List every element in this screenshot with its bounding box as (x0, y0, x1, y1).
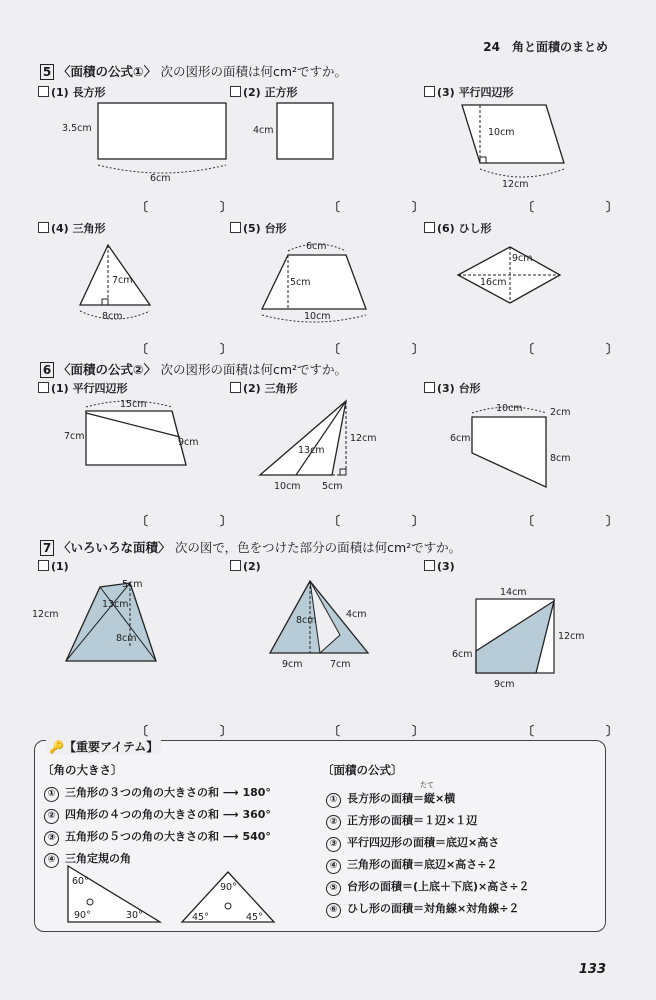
important-items-title: 🔑【重要アイテム】 (46, 738, 161, 755)
svg-text:5cm: 5cm (122, 579, 143, 590)
angle-item-1: ① 三角形の３つの角の大きさの和 ⟶ 180° (44, 784, 271, 802)
svg-text:3.5cm: 3.5cm (62, 123, 92, 134)
svg-text:6cm: 6cm (306, 241, 327, 252)
answer-5-1[interactable]: 〔 〕 (136, 200, 233, 214)
q6-3[interactable]: (3) 台形 (424, 380, 481, 396)
svg-text:15cm: 15cm (120, 399, 147, 410)
svg-text:10cm: 10cm (274, 481, 301, 492)
svg-text:12cm: 12cm (558, 631, 585, 642)
svg-text:4cm: 4cm (253, 125, 274, 136)
answer-5-6[interactable]: 〔 〕 (522, 342, 619, 356)
svg-text:4cm: 4cm (346, 609, 367, 620)
q5-2[interactable]: (2) 正方形 (230, 84, 298, 100)
answer-5-3[interactable]: 〔 〕 (522, 200, 619, 214)
svg-text:7cm: 7cm (112, 275, 133, 286)
triangle-figure-2 (260, 401, 377, 492)
checkbox[interactable] (424, 560, 435, 571)
q7-2[interactable]: (2) (230, 560, 261, 573)
checkbox[interactable] (424, 222, 435, 233)
svg-text:90°: 90° (74, 910, 91, 921)
formula-5: ⑤ 台形の面積＝(上底＋下底)×高さ÷２ (326, 878, 530, 896)
angle-item-2: ② 四角形の４つの角の大きさの和 ⟶ 360° (44, 806, 271, 824)
svg-text:8cm: 8cm (116, 633, 137, 644)
formula-3: ③ 平行四辺形の面積＝底辺×高さ (326, 834, 499, 852)
triangle-figure (80, 245, 150, 322)
svg-text:16cm: 16cm (480, 277, 507, 288)
answer-7-2[interactable]: 〔 〕 (328, 724, 425, 738)
checkbox[interactable] (230, 560, 241, 571)
ruler-45-45-90 (182, 872, 274, 923)
parallelogram-figure-2 (64, 399, 199, 465)
svg-text:9cm: 9cm (512, 253, 533, 264)
formula-1: ① 長方形の面積＝縦×横 (326, 790, 455, 808)
svg-text:90°: 90° (220, 882, 237, 893)
svg-text:8cm: 8cm (550, 453, 571, 464)
angle-item-4: ④ 三角定規の角 (44, 850, 131, 868)
q5-1[interactable]: (1) 長方形 (38, 84, 106, 100)
answer-6-3[interactable]: 〔 〕 (522, 514, 619, 528)
section-6-title: 6 〈面積の公式②〉 次の図形の面積は何cm²ですか。 (40, 360, 347, 378)
svg-text:8cm: 8cm (296, 615, 317, 626)
svg-text:14cm: 14cm (500, 587, 527, 598)
svg-text:9cm: 9cm (282, 659, 303, 670)
checkbox[interactable] (38, 560, 49, 571)
svg-text:8cm: 8cm (102, 311, 123, 322)
formula-4: ④ 三角形の面積＝底辺×高さ÷２ (326, 856, 497, 874)
answer-5-4[interactable]: 〔 〕 (136, 342, 233, 356)
q5-3[interactable]: (3) 平行四辺形 (424, 84, 514, 100)
square-figure (253, 103, 333, 159)
section-5-title: 5 〈面積の公式①〉 次の図形の面積は何cm²ですか。 (40, 62, 347, 80)
figures-5-row2 (40, 235, 640, 335)
q7-3[interactable]: (3) (424, 560, 455, 573)
section-7-title: 7 〈いろいろな面積〉 次の図で，色をつけた部分の面積は何cm²ですか。 (40, 538, 461, 556)
checkbox[interactable] (230, 222, 241, 233)
figures-6 (40, 395, 640, 500)
rhombus-figure (458, 247, 560, 303)
svg-text:10cm: 10cm (496, 403, 523, 414)
svg-text:10cm: 10cm (488, 127, 515, 138)
q5-6[interactable]: (6) ひし形 (424, 220, 492, 236)
shaded-square-figure-3 (452, 587, 585, 690)
formula-6: ⑥ ひし形の面積＝対角線×対角線÷２ (326, 900, 519, 918)
answer-5-5[interactable]: 〔 〕 (328, 342, 425, 356)
svg-text:9cm: 9cm (178, 437, 199, 448)
svg-text:6cm: 6cm (450, 433, 471, 444)
rectangle-figure (62, 103, 226, 184)
ruler-30-60-90 (68, 866, 160, 922)
triangle-rulers (60, 862, 300, 928)
svg-text:6cm: 6cm (452, 649, 473, 660)
shaded-triangle-figure-2 (270, 581, 368, 670)
trapezoid-figure (262, 241, 366, 322)
svg-text:2cm: 2cm (550, 407, 571, 418)
svg-text:12cm: 12cm (502, 179, 529, 190)
svg-text:9cm: 9cm (494, 679, 515, 690)
page-header: 24 角と面積のまとめ (483, 40, 608, 54)
shaded-quad-figure-1 (32, 579, 156, 661)
angles-title: 〔角の大きさ〕 (42, 763, 123, 777)
checkbox[interactable] (38, 222, 49, 233)
formula-2: ② 正方形の面積＝１辺×１辺 (326, 812, 477, 830)
svg-text:6cm: 6cm (150, 173, 171, 184)
q5-4[interactable]: (4) 三角形 (38, 220, 106, 236)
figures-7 (30, 575, 640, 695)
svg-text:12cm: 12cm (32, 609, 59, 620)
figures-5-row1 (40, 95, 640, 190)
checkbox[interactable] (230, 382, 241, 393)
q5-5[interactable]: (5) 台形 (230, 220, 287, 236)
formulas-title: 〔面積の公式〕 (322, 763, 403, 777)
svg-text:12cm: 12cm (350, 433, 377, 444)
checkbox[interactable] (38, 382, 49, 393)
trapezoid-figure-2 (450, 403, 571, 487)
answer-7-3[interactable]: 〔 〕 (522, 724, 619, 738)
angle-item-3: ③ 五角形の５つの角の大きさの和 ⟶ 540° (44, 828, 271, 846)
svg-text:10cm: 10cm (304, 311, 331, 322)
svg-text:13cm: 13cm (102, 599, 129, 610)
q7-1[interactable]: (1) (38, 560, 69, 573)
checkbox[interactable] (424, 382, 435, 393)
svg-text:7cm: 7cm (330, 659, 351, 670)
answer-6-1[interactable]: 〔 〕 (136, 514, 233, 528)
svg-text:5cm: 5cm (290, 277, 311, 288)
svg-text:13cm: 13cm (298, 445, 325, 456)
answer-5-2[interactable]: 〔 〕 (328, 200, 425, 214)
key-icon: 🔑 (49, 740, 64, 754)
svg-text:45°: 45° (246, 912, 263, 923)
q6-2[interactable]: (2) 三角形 (230, 380, 298, 396)
page-number: 133 (578, 962, 606, 977)
ruby-tate: たて (420, 781, 434, 789)
answer-6-2[interactable]: 〔 〕 (328, 514, 425, 528)
svg-text:60°: 60° (72, 876, 89, 887)
parallelogram-figure (462, 105, 564, 190)
answer-7-1[interactable]: 〔 〕 (136, 724, 233, 738)
svg-text:30°: 30° (126, 910, 143, 921)
q6-1[interactable]: (1) 平行四辺形 (38, 380, 128, 396)
svg-text:7cm: 7cm (64, 431, 85, 442)
svg-text:45°: 45° (192, 912, 209, 923)
svg-text:5cm: 5cm (322, 481, 343, 492)
